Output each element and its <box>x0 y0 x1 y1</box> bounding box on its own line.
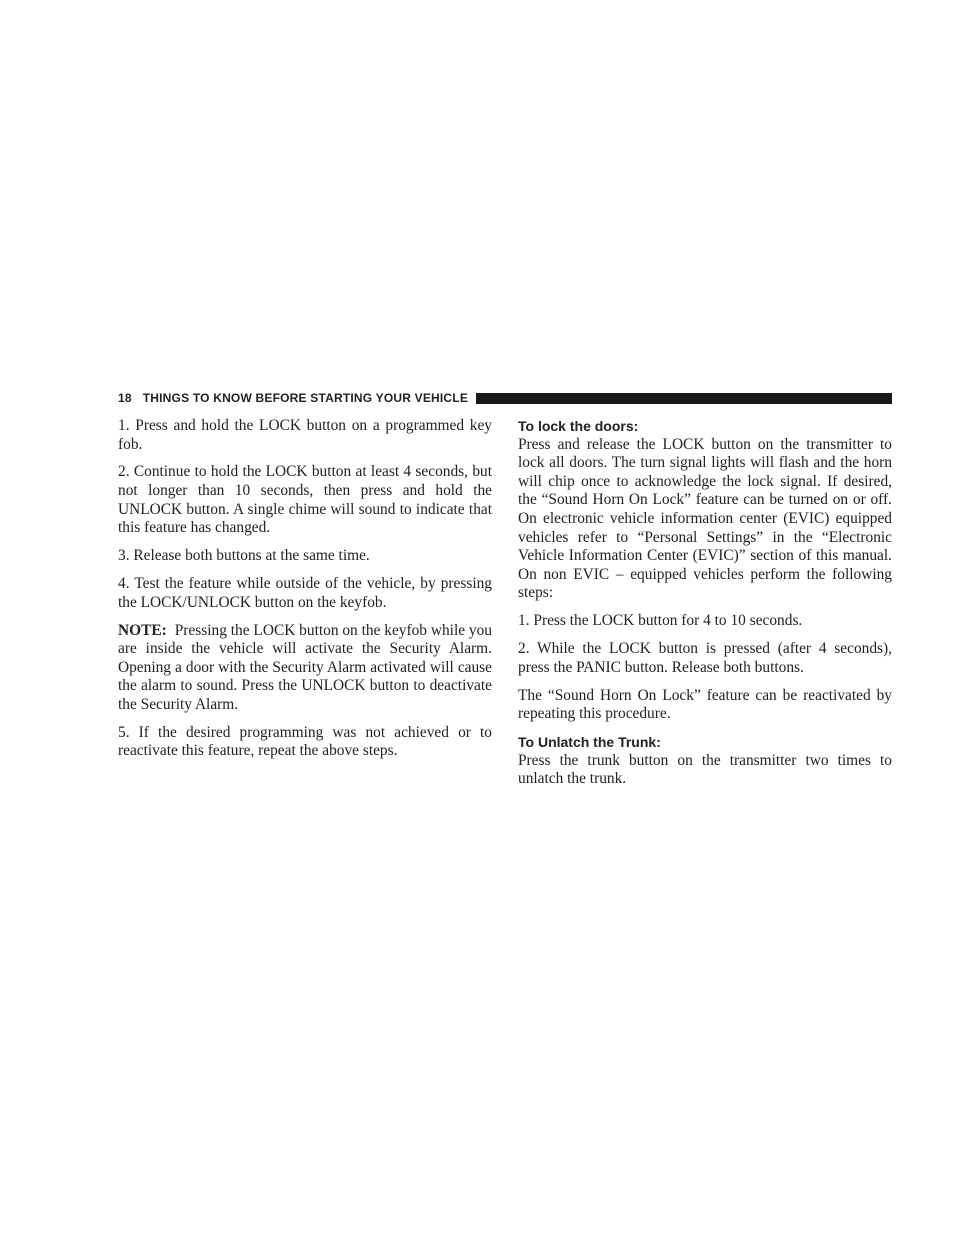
right-column <box>518 417 892 798</box>
note-label: NOTE: <box>118 621 167 639</box>
section-title: THINGS TO KNOW BEFORE STARTING YOUR VEHICLE <box>142 391 469 405</box>
unlatch-trunk-heading: To Unlatch the Trunk: <box>518 734 661 751</box>
header-rule-bar <box>476 393 892 404</box>
right-step-1: 1. Press the LOCK button for 4 to 10 seconds. <box>518 612 803 630</box>
left-step-5: 5. If the desired programming was not achieved or to reactivate this feature, repeat the above steps. <box>118 723 492 760</box>
page-number: 18 <box>118 391 132 405</box>
left-step-2: 2. Continue to hold the LOCK button at least 4 seconds, but not longer than 10 seconds, then press and hold the UNLOCK button. A single chime will sound to indicate that this feature has changed. <box>118 463 492 537</box>
left-column <box>118 417 492 770</box>
page-header <box>118 389 892 407</box>
left-step-4: 4. Test the feature while outside of the vehicle, by pressing the LOCK/UNLOCK button on the keyfob. <box>118 575 492 611</box>
note-text: Pressing the LOCK button on the keyfob while you are inside the vehicle will activate the Security Alarm. Opening a door with the Security Alarm activated will cause the alarm to sound. Press the UNLOCK button to deactivate the Security Alarm. <box>118 621 492 713</box>
unlatch-trunk-text: Press the trunk button on the transmitter two times to unlatch the trunk. <box>518 751 892 788</box>
note-paragraph <box>118 622 492 715</box>
left-step-3: 3. Release both buttons at the same time. <box>118 547 370 565</box>
left-step-1: 1. Press and hold the LOCK button on a programmed key fob. <box>118 417 492 453</box>
lock-doors-text: Press and release the LOCK button on the transmitter to lock all doors. The turn signal lights will flash and the horn will chip once to acknowledge the lock signal. If desired, the “Sound Horn On Lock” feature can be turned on or off. On electronic vehicle information center (EVIC) equipped vehicles refer to “Personal Settings” in the “Electronic Vehicle Information Center (EVIC)” section of this manual. On non EVIC – equipped vehicles perform the following steps: <box>518 435 892 602</box>
reactivate-text: The “Sound Horn On Lock” feature can be reactivated by repeating this procedure. <box>518 686 892 723</box>
right-step-2: 2. While the LOCK button is pressed (after 4 seconds), press the PANIC button. Release both buttons. <box>518 640 892 676</box>
lock-doors-heading: To lock the doors: <box>518 418 639 434</box>
